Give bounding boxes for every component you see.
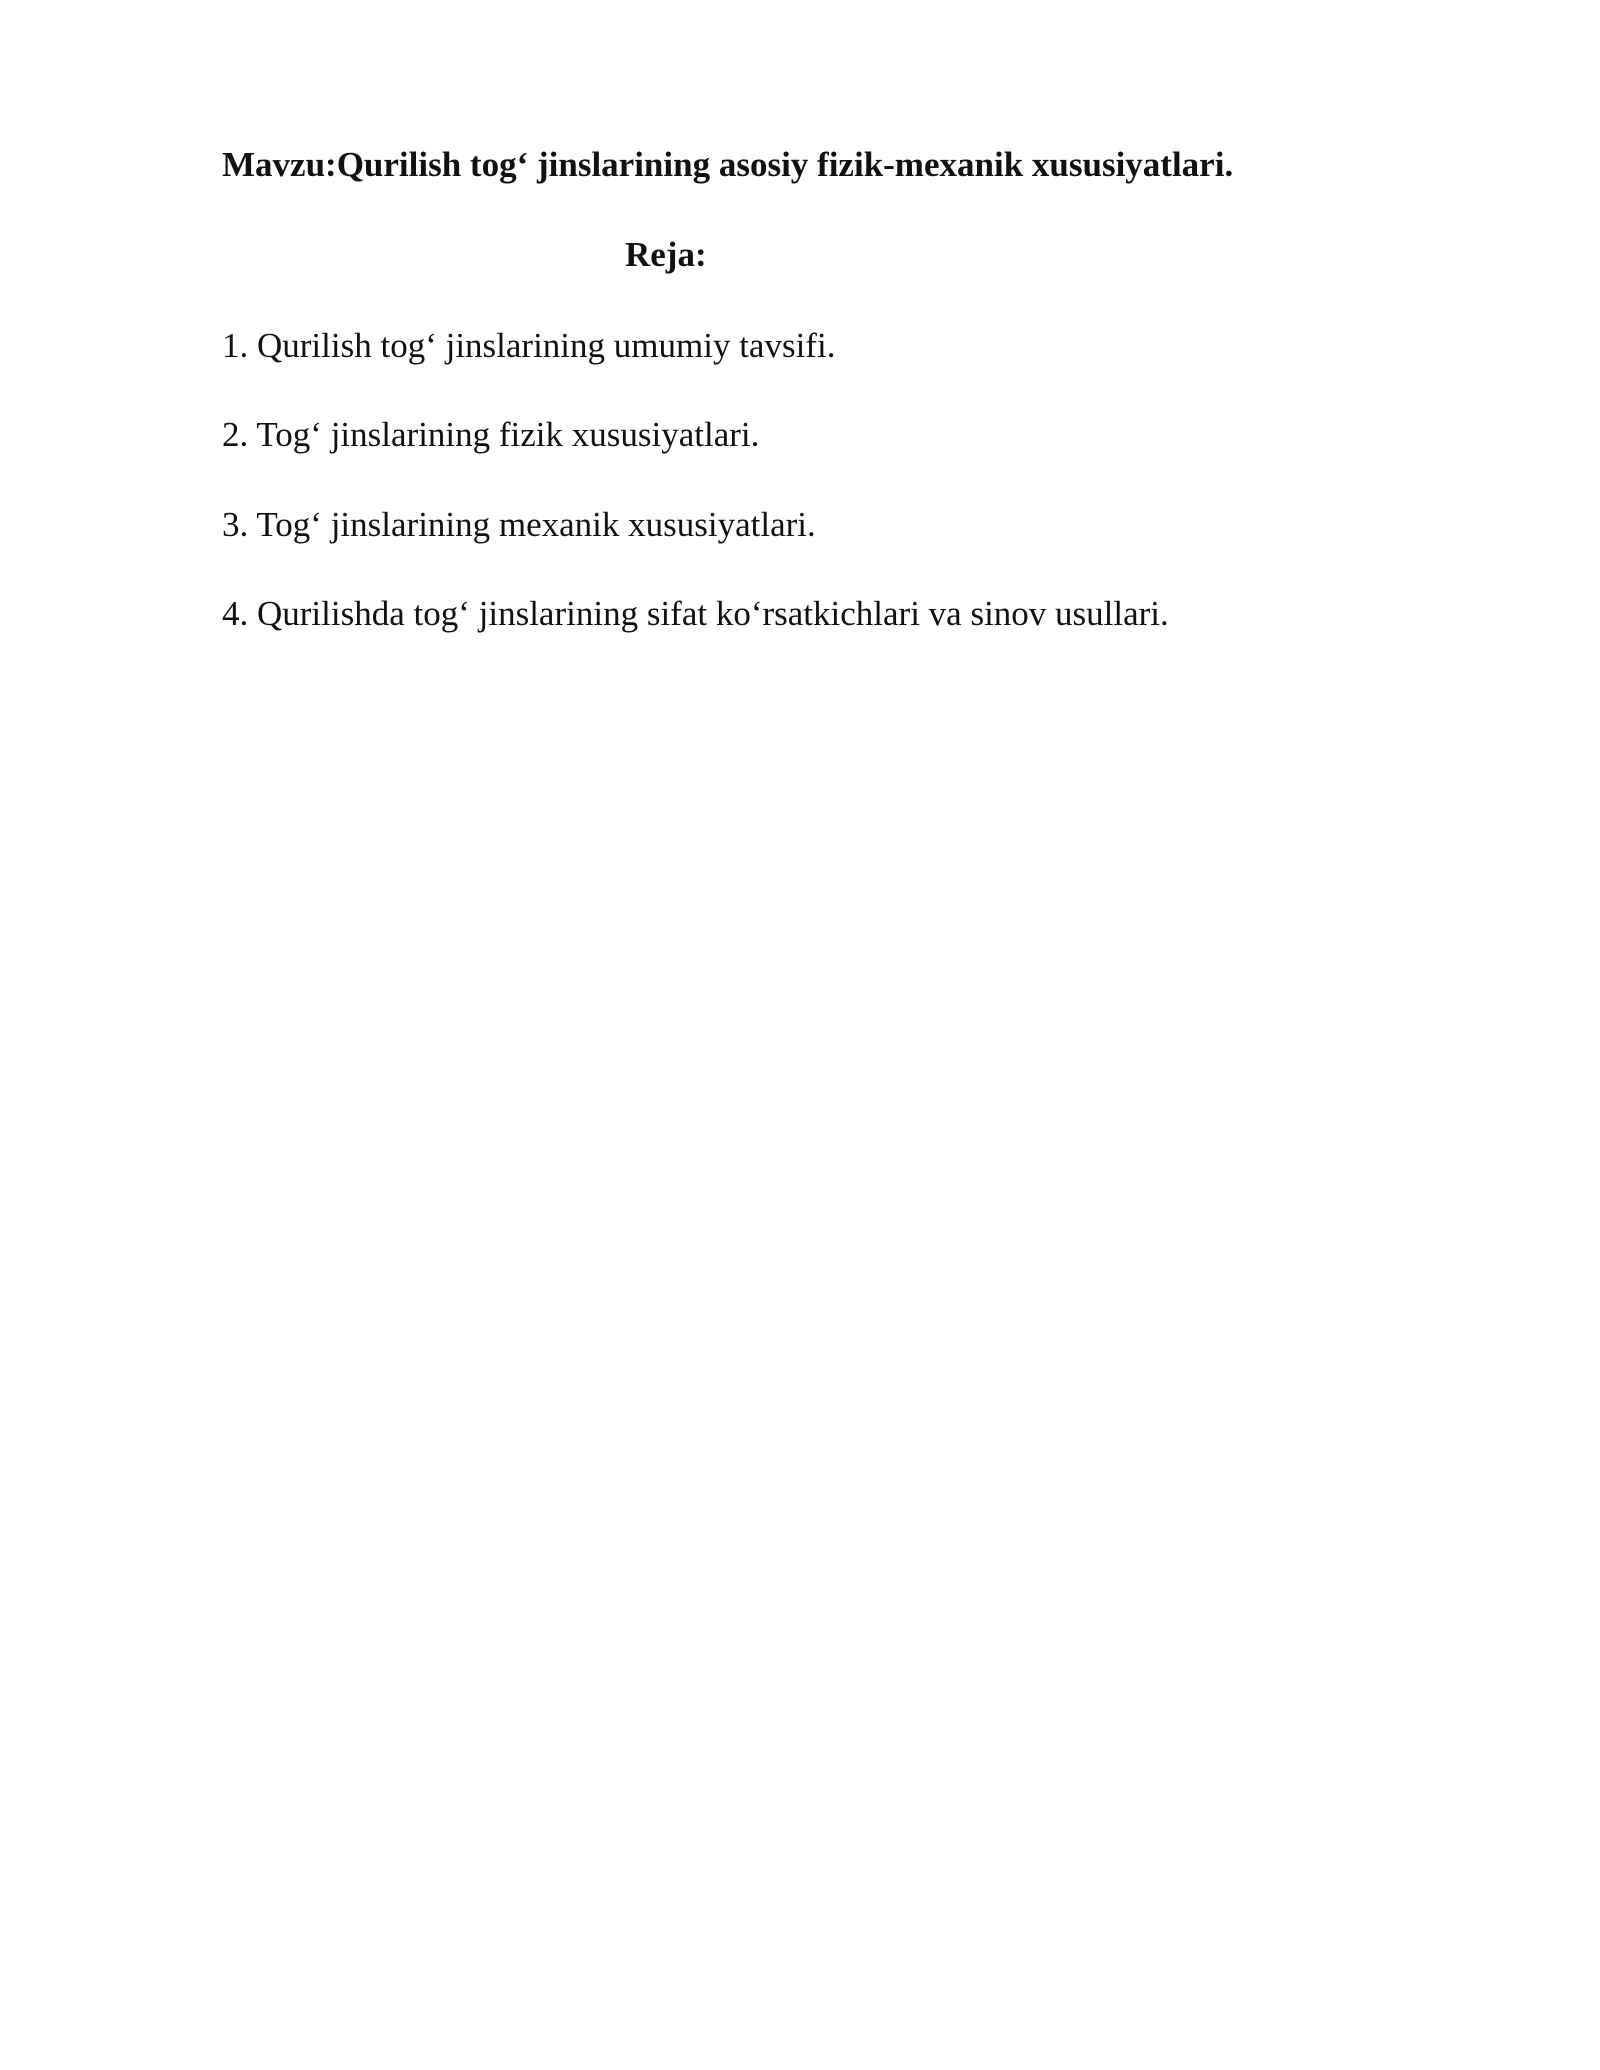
document-title: Mavzu:Qurilish tog‘ jinslarining asosiy fizik-mexanik xususiyatlari. [222,145,1234,184]
plan-item: 3. Tog‘ jinslarining mexanik xususiyatlari. [222,505,816,544]
plan-item: 1. Qurilish tog‘ jinslarining umumiy tavsifi. [222,326,836,365]
plan-item: 2. Tog‘ jinslarining fizik xususiyatlari. [222,415,760,454]
plan-item: 4. Qurilishda tog‘ jinslarining sifat ko‘rsatkichlari va sinov usullari. [222,594,1169,633]
plan-heading: Reja: [625,235,707,274]
